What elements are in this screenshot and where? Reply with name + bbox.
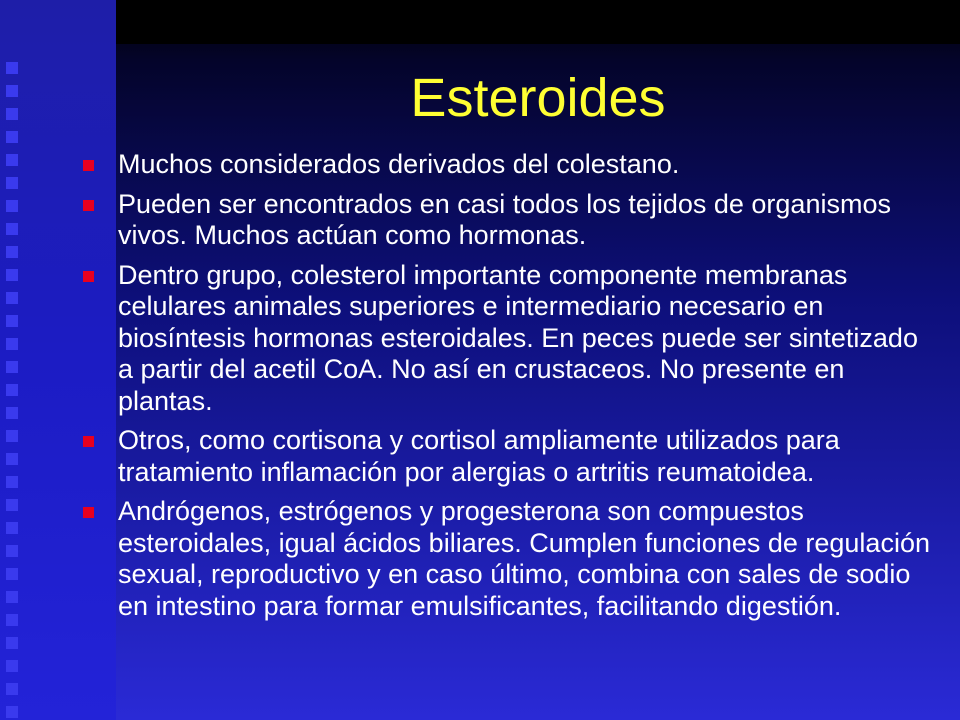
decorative-square bbox=[6, 545, 18, 557]
bullet-text: Andrógenos, estrógenos y progesterona son compuestos esteroidales, igual ácidos biliares. Cumplen funciones de regulación sexual, reproductivo y en caso último, combina con sales de sodio en intestino para formar emulsificantes, facilitando digestión. bbox=[118, 496, 930, 621]
bullet-square-icon bbox=[83, 271, 94, 282]
decorative-square bbox=[6, 407, 18, 419]
decorative-square bbox=[6, 361, 18, 373]
decorative-square bbox=[6, 637, 18, 649]
bullet-item bbox=[80, 260, 930, 418]
decorative-square bbox=[6, 614, 18, 626]
decorative-square bbox=[6, 246, 18, 258]
decorative-square bbox=[6, 108, 18, 120]
bullet-square-icon bbox=[83, 507, 94, 518]
decorative-square bbox=[6, 683, 18, 695]
decorative-square bbox=[6, 476, 18, 488]
decorative-square bbox=[6, 430, 18, 442]
decorative-square bbox=[6, 499, 18, 511]
bullet-item bbox=[80, 149, 930, 181]
bullet-text: Muchos considerados derivados del colestano. bbox=[118, 149, 680, 179]
decorative-square bbox=[6, 706, 18, 718]
bullet-square-icon bbox=[83, 436, 94, 447]
bullet-item bbox=[80, 496, 930, 622]
decorative-square-column bbox=[0, 62, 30, 720]
bullet-square-icon bbox=[83, 160, 94, 171]
decorative-square bbox=[6, 568, 18, 580]
bullet-square-icon bbox=[83, 200, 94, 211]
decorative-square bbox=[6, 384, 18, 396]
decorative-square bbox=[6, 200, 18, 212]
decorative-square bbox=[6, 660, 18, 672]
decorative-square bbox=[6, 315, 18, 327]
bullet-item bbox=[80, 425, 930, 488]
bullet-text: Pueden ser encontrados en casi todos los tejidos de organismos vivos. Muchos actúan como hormonas. bbox=[118, 188, 891, 250]
bullet-item bbox=[80, 189, 930, 252]
bullet-text: Otros, como cortisona y cortisol ampliamente utilizados para tratamiento inflamación por alergias o artritis reumatoidea. bbox=[118, 425, 840, 487]
bullet-text: Dentro grupo, colesterol importante componente membranas celulares animales superiores e intermediario necesario en biosíntesis hormonas esteroidales. En peces puede ser sintetizado a partir del acetil CoA. No así en crustaceos. No presente en plantas. bbox=[118, 259, 918, 416]
slide-title: Esteroides bbox=[410, 68, 666, 128]
decorative-square bbox=[6, 154, 18, 166]
decorative-square bbox=[6, 269, 18, 281]
bullet-list bbox=[80, 149, 930, 630]
decorative-square bbox=[6, 62, 18, 74]
decorative-square bbox=[6, 453, 18, 465]
decorative-square bbox=[6, 292, 18, 304]
decorative-square bbox=[6, 591, 18, 603]
top-dark-band bbox=[116, 0, 960, 44]
decorative-square bbox=[6, 131, 18, 143]
decorative-square bbox=[6, 177, 18, 189]
decorative-square bbox=[6, 338, 18, 350]
decorative-square bbox=[6, 223, 18, 235]
decorative-square bbox=[6, 85, 18, 97]
decorative-square bbox=[6, 522, 18, 534]
